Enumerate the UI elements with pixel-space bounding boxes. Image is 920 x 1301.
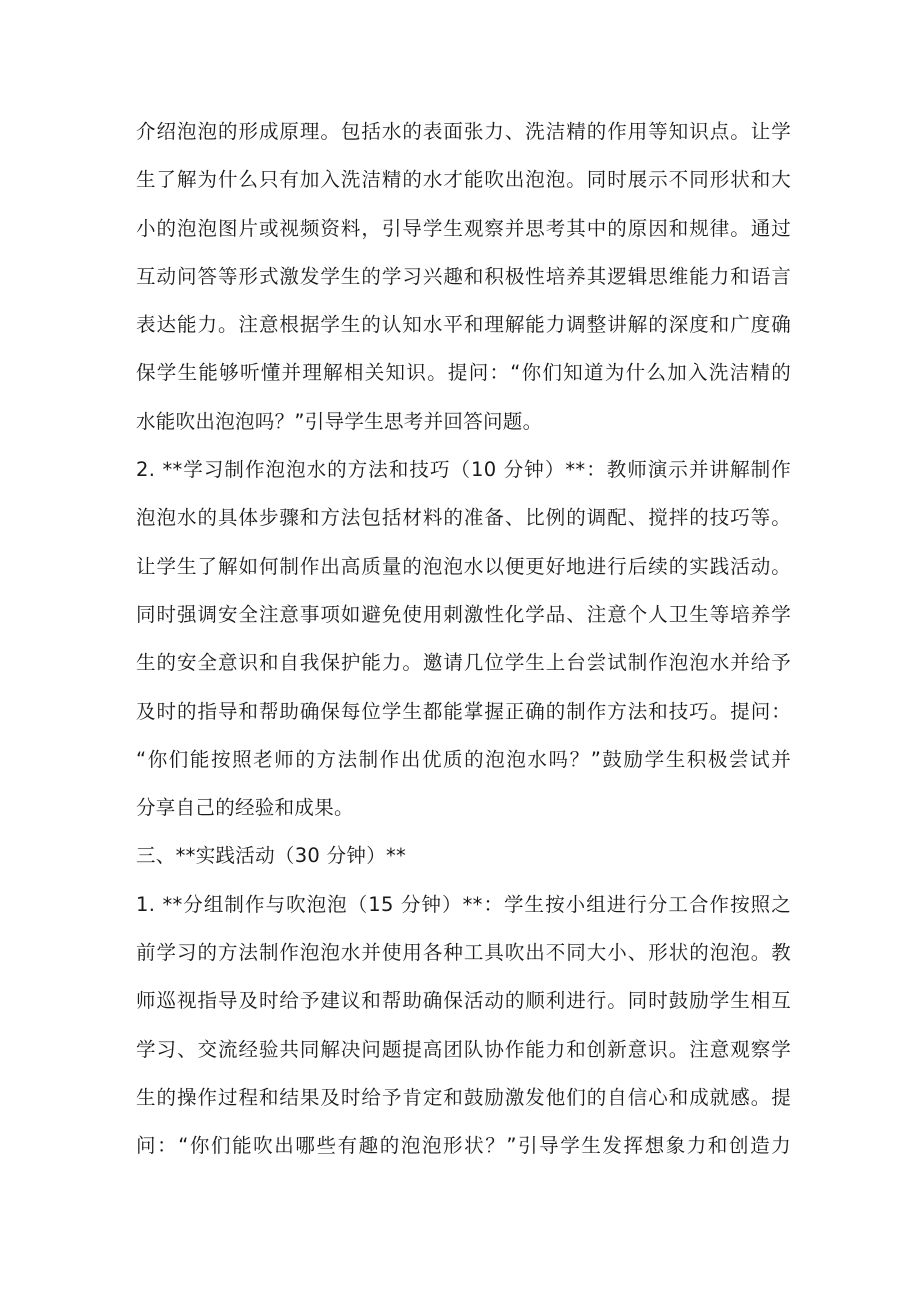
text-line: 师巡视指导及时给予建议和帮助确保活动的顺利进行。同时鼓励学生相互 — [136, 989, 791, 1013]
text-line: 分享自己的经验和成果。 — [136, 796, 354, 820]
text-line: 表达能力。注意根据学生的认知水平和理解能力调整讲解的深度和广度确 — [136, 313, 791, 337]
text-line: “你们能按照老师的方法制作出优质的泡泡水吗？”鼓励学生积极尝试并 — [136, 747, 791, 771]
text-line: 及时的指导和帮助确保每位学生都能掌握正确的制作方法和技巧。提问： — [136, 699, 791, 723]
text-line: 生了解为什么只有加入洗洁精的水才能吹出泡泡。同时展示不同形状和大 — [136, 168, 791, 192]
text-line: 互动问答等形式激发学生的学习兴趣和积极性培养其逻辑思维能力和语言 — [136, 264, 791, 288]
text-line: 问：“你们能吹出哪些有趣的泡泡形状？”引导学生发挥想象力和创造力 — [136, 1134, 791, 1158]
document-body — [136, 108, 791, 1171]
text-line: 水能吹出泡泡吗？”引导学生思考并回答问题。 — [136, 409, 543, 433]
text-line: 2. **学习制作泡泡水的方法和技巧（10 分钟）**：教师演示并讲解制作 — [136, 458, 791, 482]
text-line: 前学习的方法制作泡泡水并使用各种工具吹出不同大小、形状的泡泡。教 — [136, 941, 791, 965]
text-line: 介绍泡泡的形成原理。包括水的表面张力、洗洁精的作用等知识点。让学 — [136, 120, 791, 143]
text-line: 学习、交流经验共同解决问题提高团队协作能力和创新意识。注意观察学 — [136, 1037, 791, 1061]
text-line: 1. **分组制作与吹泡泡（15 分钟）**：学生按小组进行分工合作按照之 — [136, 892, 791, 916]
text-line: 生的安全意识和自我保护能力。邀请几位学生上台尝试制作泡泡水并给予 — [136, 651, 791, 675]
text-line: 同时强调安全注意事项如避免使用刺激性化学品、注意个人卫生等培养学 — [136, 602, 791, 626]
text-line: 小的泡泡图片或视频资料，引导学生观察并思考其中的原因和规律。通过 — [136, 216, 791, 240]
text-line: 生的操作过程和结果及时给予肯定和鼓励激发他们的自信心和成就感。提 — [136, 1085, 791, 1109]
text-line: 让学生了解如何制作出高质量的泡泡水以便更好地进行后续的实践活动。 — [136, 554, 791, 578]
text-line: 泡泡水的具体步骤和方法包括材料的准备、比例的调配、搅拌的技巧等。 — [136, 506, 791, 530]
section-heading: 三、**实践活动（30 分钟）** — [136, 844, 407, 868]
text-line: 保学生能够听懂并理解相关知识。提问：“你们知道为什么加入洗洁精的 — [136, 361, 791, 385]
